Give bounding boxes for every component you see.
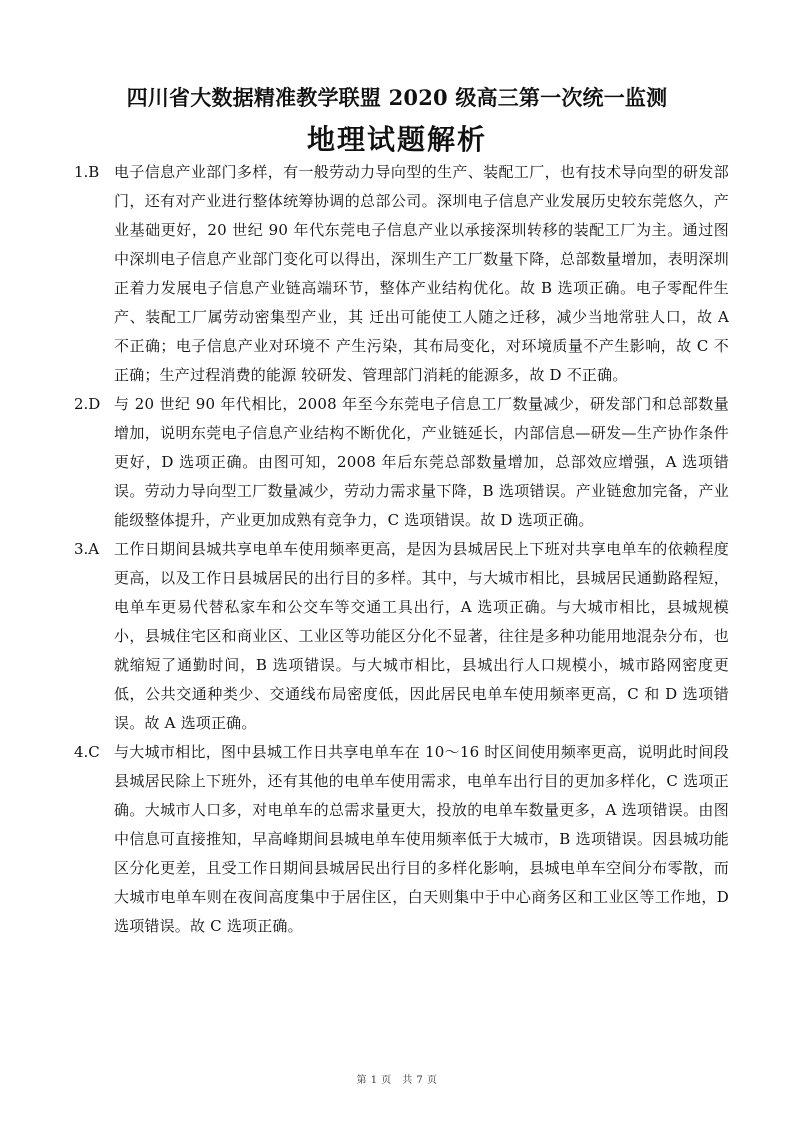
answer-explanations bbox=[74, 158, 729, 941]
answer-item-2 bbox=[74, 390, 729, 535]
answer-item-3 bbox=[74, 535, 729, 738]
answer-number: 2.D bbox=[74, 395, 101, 413]
answer-explanation: 电子信息产业部门多样，有一般劳动力导向型的生产、装配工厂，也有技术导向型的研发部门，还有对产业进行整体统筹协调的总部公司。深圳电子信息产业发展历史较东莞悠久，产业基础更好，20 世纪 90 年代东莞电子信息产业以承接深圳转移的装配工厂为主。通过图中深圳电子信息产业部门变化可以得出，深圳生产工厂数量下降，总部数量增加，表明深圳正着力发展电子信息产业链高端环节，整体产业结构优化。故 B 选项正确。电子零配件生产、装配工厂属劳动密集型产业，其 迁出可能使工人随之迁移，减少当地常驻人口，故 A 不正确；电子信息产业对环境不 产生污染，其布局变化，对环境质量不产生影响，故 C 不正确；生产过程消费的能源 较研发、管理部门消耗的能源多，故 D 不正确。 bbox=[114, 163, 729, 384]
answer-number: 4.C bbox=[74, 743, 100, 761]
answer-number: 1.B bbox=[74, 163, 100, 181]
page-number: 第 1 页 共 7 页 bbox=[356, 1075, 438, 1086]
exam-header-title: 四川省大数据精准教学联盟 2020 级高三第一次统一监测 bbox=[126, 85, 668, 110]
document-title: 地理试题解析 bbox=[306, 123, 487, 156]
answer-item-4 bbox=[74, 738, 729, 941]
answer-explanation: 与 20 世纪 90 年代相比，2008 年至今东莞电子信息工厂数量减少，研发部门和总部数量增加，说明东莞电子信息产业结构不断优化，产业链延长，内部信息—研发—生产协作条件更好，D 选项正确。由图可知，2008 年后东莞总部数量增加，总部效应增强，A 选项错误。劳动力导向型工厂数量减少，劳动力需求量下降，B 选项错误。产业链愈加完备，产业能级整体提升，产业更加成熟有竞争力，C 选项错误。故 D 选项正确。 bbox=[114, 395, 729, 529]
answer-item-1 bbox=[74, 158, 729, 390]
answer-explanation: 与大城市相比，图中县城工作日共享电单车在 10～16 时区间使用频率更高，说明此时间段县城居民除上下班外，还有其他的电单车使用需求，电单车出行目的更加多样化，C 选项正确。大城市人口多，对电单车的总需求量更大，投放的电单车数量更多，A 选项错误。由图中信息可直接推知，早高峰期间县城电单车使用频率低于大城市，B 选项错误。因县城功能区分化更差，且受工作日期间县城居民出行目的多样化影响，县城电单车空间分布零散，而大城市电单车则在夜间高度集中于居住区，白天则集中于中心商务区和工业区等工作地，D 选项错误。故 C 选项正确。 bbox=[114, 743, 729, 935]
answer-number: 3.A bbox=[74, 540, 100, 558]
answer-explanation: 工作日期间县城共享电单车使用频率更高，是因为县城居民上下班对共享电单车的依赖程度更高，以及工作日县城居民的出行目的多样。其中，与大城市相比，县城居民通勤路程短，电单车更易代替私家车和公交车等交通工具出行，A 选项正确。与大城市相比，县城规模小，县城住宅区和商业区、工业区等功能区分化不显著，往往是多种功能用地混杂分布，也就缩短了通勤时间，B 选项错误。与大城市相比，县城出行人口规模小，城市路网密度更低，公共交通种类少、交通线布局密度低，因此居民电单车使用频率更高，C 和 D 选项错误。故 A 选项正确。 bbox=[114, 540, 729, 732]
